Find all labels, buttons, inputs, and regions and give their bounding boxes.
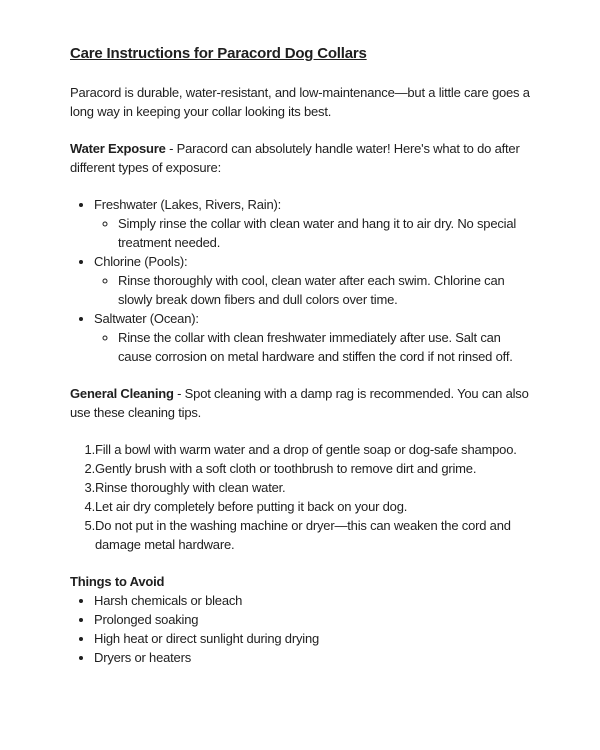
intro-paragraph: Paracord is durable, water-resistant, and low-maintenance—but a little care goes a long way in keeping your collar looking its best. xyxy=(70,85,530,119)
avoid-item: • Harsh chemicals or bleach xyxy=(94,591,530,610)
exposure-item-label: Saltwater (Ocean): xyxy=(94,311,199,326)
general-cleaning-paragraph xyxy=(70,384,530,422)
water-exposure-heading: Water Exposure xyxy=(70,141,166,156)
cleaning-steps-list xyxy=(70,440,530,554)
exposure-item-saltwater xyxy=(94,309,530,366)
exposure-sublist-saltwater xyxy=(94,328,530,366)
cleaning-step: 4. Let air dry completely before putting it back on your dog. xyxy=(95,497,530,516)
water-exposure-list xyxy=(70,195,530,366)
exposure-item-detail: ◦ Simply rinse the collar with clean water and hang it to air dry. No special treatment needed. xyxy=(118,214,530,252)
document-title: Care Instructions for Paracord Dog Collars xyxy=(70,45,367,62)
exposure-item-chlorine xyxy=(94,252,530,309)
avoid-item: • Dryers or heaters xyxy=(94,648,530,667)
cleaning-step: 2. Gently brush with a soft cloth or toothbrush to remove dirt and grime. xyxy=(95,459,530,478)
cleaning-step: 3. Rinse thoroughly with clean water. xyxy=(95,478,530,497)
exposure-sublist-freshwater xyxy=(94,214,530,252)
things-to-avoid-heading: Things to Avoid xyxy=(70,574,165,589)
exposure-item-label: Chlorine (Pools): xyxy=(94,254,188,269)
water-exposure-lead-text: - Paracord can absolutely handle water! Here's what to do after different types of exposure: xyxy=(70,141,520,175)
things-to-avoid-list xyxy=(70,591,530,667)
exposure-item-label: Freshwater (Lakes, Rivers, Rain): xyxy=(94,197,282,212)
exposure-item-detail: ◦ Rinse thoroughly with cool, clean water after each swim. Chlorine can slowly break down fibers and dull colors over time. xyxy=(118,271,530,309)
water-exposure-paragraph xyxy=(70,139,530,177)
exposure-item-detail: ◦ Rinse the collar with clean freshwater immediately after use. Salt can cause corrosion on metal hardware and stiffen the cord if not rinsed off. xyxy=(118,328,530,366)
avoid-item: • Prolonged soaking xyxy=(94,610,530,629)
cleaning-step: 1. Fill a bowl with warm water and a drop of gentle soap or dog-safe shampoo. xyxy=(95,440,530,459)
avoid-item: • High heat or direct sunlight during drying xyxy=(94,629,530,648)
exposure-sublist-chlorine xyxy=(94,271,530,309)
exposure-item-freshwater xyxy=(94,195,530,252)
general-cleaning-lead-text: - Spot cleaning with a damp rag is recommended. You can also use these cleaning tips. xyxy=(70,386,529,420)
things-to-avoid-paragraph xyxy=(70,572,530,591)
cleaning-step: 5. Do not put in the washing machine or dryer—this can weaken the cord and damage metal hardware. xyxy=(95,516,530,554)
general-cleaning-heading: General Cleaning xyxy=(70,386,174,401)
